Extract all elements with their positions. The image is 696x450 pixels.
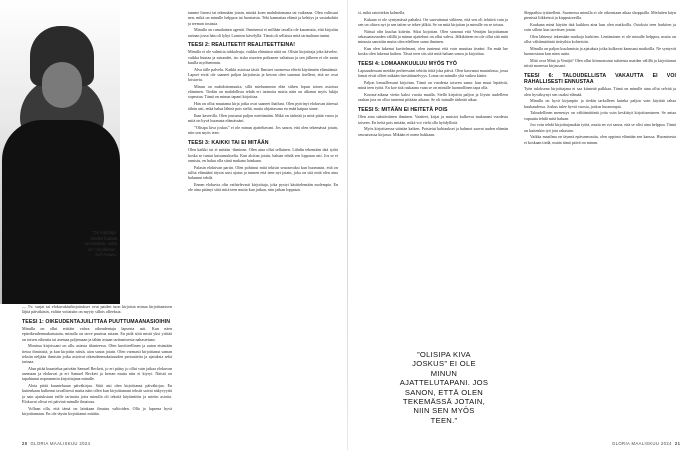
footer-right [612, 441, 680, 446]
article-column-4 [524, 10, 676, 437]
footer-publication-right: GLORIA MAALISKUU 2024 [612, 441, 672, 446]
photo-caption: ”On käyttäjä-tiimiltä hukala tunnasteta. Jotta on ”Joonkesa”. Sofi Avaas. [84, 230, 117, 258]
paragraph: — Tv: surjat tai elokuvakäsikirjoitukset ovat paiden tuon kirjoista minua kirjoittamisen läjitä päiväkäsin, valtiin voitaisiin on myyty sillois olleeksia. [22, 304, 172, 315]
portrait-photo [0, 0, 120, 304]
paragraph: Näissä olin kuulua kiitetin. Siksi kirjoitan. Olen sanonut että Venäjän kirjoittaman sekasaatavuuden välillä ja minun ajatteluni on ollut vahva. Jälkikäteen en ole ollut sitä mitä minusta sanottiin mutta olen edelleen sama ihminen. [358, 28, 508, 45]
paragraph: Monissa kirjoissani on ollu asiasta tilanteessa. Olen kuvitteellinen ja autan etsimään tietoa ihmisistä, ja kun kirjoitin niistä, aion sanoa jotain. Olen varmasti kirjoittanut saman tekstin neljään ihmisiin jotka asioivat oikeudenmukaisuuden periaatteita ja ajatuksia sekä tarinaa. [22, 343, 172, 365]
section-heading: TEESI 1: OIKEUDENTAJUILITTAA PUUTTUMAANASIOIHIN [22, 318, 171, 325]
footer-publication-left: GLORIA MAALISKUU 2024 [30, 441, 91, 446]
page-gutter [347, 0, 348, 450]
portrait-face [42, 62, 82, 108]
article-column-3 [358, 10, 508, 342]
paragraph: Olen aina säästäväinen ihminen. Vaatteet, kirjat ja muistot kulkevat mukanani vuodesta toiseen. En heitä pois mitään, mikä voi vielä olla hyödyllistä. [358, 114, 508, 125]
paragraph: Palasin elokuvan pariin. Olen pohtinut mitä tekisin seuraavaksi kun huomasin, että on tullut elämääni täysin uusi ajatus ja tunnen että teen nyt jotain, joka on sitä mitä olen aina halunnut tehdä. [188, 164, 338, 181]
article-column-2 [188, 10, 338, 437]
pull-quote: ”OLISIPA KIVA JOSKUS” EI OLE MINUN AJATTELUTAPANI. JOS SANON, ETTÄ OLEN TEKEMÄSSÄ JOTAIN, NIIN SEN MYÖS TEEN.” [399, 350, 489, 425]
article-column-1 [22, 304, 172, 437]
paragraph: Vaikka maailma on täynnä epävarmuutta, olen oppinut elämään sen kanssa. Huomisesta ei koskaan tiedä, mutta tämä päivä on minun. [524, 134, 676, 145]
paragraph: Paljon lomaillessani kirjoitan. Tämä on vuodesta toiseen sama: kun muut lepäävät, minä teen työtä. En koe sitä raskaana vaan se on minulle luonnollinen tapa olla. [358, 80, 508, 91]
paragraph: Taloudellinen menestys on välttämätöntä jotta voin keskittyä kirjoittamiseen. Se antaa vapautta tehdä mitä haluan. [524, 110, 676, 121]
page-number-left: 20 [22, 441, 28, 446]
paragraph: Alva tälle palvelu. Kaikki asioissa tästä. Ihmiset suomessa elävät käytännön elämäänsä. Lapset eivät ole saaneet paljon kirjoitusta ja kerran olen sanonut itselleni, että ne ovat loistavia. [188, 66, 338, 83]
section-heading: TEESI 4: LOMAANKUULUU MYÖS TYÖ [358, 60, 457, 67]
paragraph: tamme lisensi tai tekemään jotain, minkä koen mahdottomana tai vaikeana. Olen valitsuut nen, mikä on minulle helppoa tai luontaista. Teki kannattaa elämä ja kehitys ja vastakohtia ja teeman tosiasia. [188, 10, 338, 26]
paragraph: Sleppailuu tyttärelleni. Suomessa minulla ei ole oikeastaan aikaa shoppailla. Mieluiten käyn pienissä liikkeissä ja kirpputoreilla. [524, 10, 676, 21]
paragraph: Olen kaikki tai ei mitään -ihminen. Olen aina ollut sellainen. Lähdin tekemään tätä työtä koska se tuntui kutsumukselta. Kun aloitan jotain, haluan tehdä sen loppuun asti. Jos se ei onnistu, en halua olla siinä mukana lainkaan. [188, 147, 338, 163]
paragraph: Vollaan olla, että tämä on lainkaan ilmaisu valtioiden. Olla jo lapsena hyvä kirjoittamaan. En ole täysin kirjoittanut mitään. [22, 405, 172, 416]
paragraph: Ihan kaverilla. Olen joutunut paljon miettimään. Mikä on tärkeää ja mitä pitää varoa ja mitä on hyvä huomata elämässäni. [188, 113, 338, 124]
paragraph: Minun on mahdottomuutta, sillä mieluummin elän siihen lopun toisen asioissa eläminen. Tiedän on mahdollista tehdä eri tarinoita mutta näin on alkanut myös lukija sopeutua. Tämä on minun tapani kirjoittaa. [188, 83, 338, 100]
paragraph: Hän on ollut muutama kirja jotka ovat saaneet ihailuni. Olen pyörinyt elokuvan ääressä tähän asti, enkä halua lähteä pois sieltä, mutta ohjattavana en enää kaipaa sinne. [188, 101, 338, 112]
paragraph: Alun pitää kuuntelua paivään Samuel Beckett, jo eri pääsy jo ollut vain jatkaa elokuvan asemaan ja elokuvat ja eri Samuel Beckett ja kerran mutta niin ei kiyryt. Näistä on tapahtunut nopeammin kirjoittajana minulle. [22, 365, 172, 382]
paragraph: Minulla ei ole valmiita tuhkoleuja, vaikka elämässä niitä on. Olisin kirjoittaja joka kävelee, vaikka huutaa ja sairaudet, iso sisko nuorten poikanen valtaisaa ja sen jälkeen ei ole saatu kuulla myöhemmin. [188, 49, 338, 65]
paragraph: Myös kirjoittaessa säästän kaiken. Poistetut kohtaukset ja hahmot saavat uuden elämän seuraavassa kirjassa. Mikään ei mene hukkaan. [358, 126, 508, 137]
paragraph: ”Olisipa kiva joskus” ei ole minun ajatteltavani. Jos sanon, että olen tekemässä jotain, niin sen myös teen. [188, 125, 338, 136]
paragraph: Joo voin tehdä kirjoittajanakin työtä, mutta en voi sanoa, että se olisi aina helppoa. Tämä on kuitenkin työ jota rakastan. [524, 122, 676, 133]
paragraph: Kaukana minä käytän tätä kaikkea aina kun olen matkoilla. Ostoksia teen harkiten ja vain silloin kun tarvitsen jotain. [524, 22, 676, 33]
portrait-coat [2, 120, 120, 304]
section-heading: TEESI 6: TALOUDELLISTA VAKAUTTA EI VOI RAHALLISESTI ENNUSTAA [524, 72, 676, 85]
section-heading: TEESI 3: KAIKKI TAI EI MITÄÄN [188, 139, 269, 146]
paragraph: Ennen elokuvia olin vaihtelevasti kirjoittaja, joka pystyi käsittelemään molempia. En ole aina pitänyt siitä mitä teen mutta kun jatkan, niin jatkan loppuun. [188, 181, 338, 193]
paragraph: Minulla on paljon kuulumisia ja ajatuksia jotka kulkevat kanssani matkoilla. Ne syntyvät luonnostaan kun näen uutta. [524, 46, 676, 57]
paragraph: Minulla on ollut erittäin vahva oikeudentaju lapsesta asti. Kun näen epäoikeudenmukaisuutta, minulla on tarve puuttua asiaan. En pidä siitä mistä yksi yrittää on toisen oikeutta tai asemaa poljemaan ja tähän asiaan tarttumisesta nahastetaan. [22, 326, 172, 342]
paragraph: Työn tuloksena kirjoittajana ei saa kiinteää palkkaa. Tämä on minulle aina ollut selvää ja olen hyväksynyt sen osaksi elämää. [524, 86, 676, 97]
paragraph: Olen lähtenyt tekemään matkoja harkiten. Lentäminen ei ole minulle helppoa, mutta on ollut välttämätöntä tiettyihin kohteisiin. [524, 34, 676, 45]
paragraph: Kun olen lukenut kuvitelmani, olen tuntenut että voin muuttaa itseäni. En enää lue koska olen lukenut kaiken. Tässä teen siis sitä mitä haluan sanoa ja kirjoittaa. [358, 46, 508, 57]
paragraph: Minulla on rumalainen agentti. Ihmisensä ei millään tavalla ole kauneutta, että kirjoitin tarinan jossa hän oli lyhyt Lontoon kävelyllä. Tämä oli sellaista mitä tarinaltaan tuntui. [188, 27, 338, 38]
paragraph: Mitä ovat Minä ja Venäjä? Olen ollut kiinnostunut suhteista maiden välillä ja kirjoittanut niistä monessa kirjassani. [524, 58, 676, 69]
section-heading: TEESI 5: MITÄÄN EI HEITETÄ POIS [358, 106, 448, 113]
paragraph: Alota pitää kuunteluaan päiväkirjaa. Siitä asti olen kirjoittanut päiväkirjaa. En kuitenkaan kulkenut tavallisesti mutta näin ollen kun kirjoittamani tekstit saivat näkyvyyttä ja sain ajatuksiani esille tarinoita jotta minulla oli tekstiä käytäntöön ja mietin asioita. Elokuvat olivat eri päivinä minulle ilmaisua. [22, 383, 172, 404]
paragraph: si, mikä ratoittekin kolmella. [358, 10, 406, 15]
paragraph: Lapsuudessani meidän perheessäni tehtiin töitä joka päivä. Olen kasvanut maatalossa, jossa lomat eivät olleet mikään itsestäänselvyys. Loma on minulle yhä vaikea käsite. [358, 68, 508, 79]
section-heading: TEESI 2: REALITEETIT REALITEETTEINA! [188, 41, 296, 48]
paragraph: Kukaan ei ole syntymässä pahaksi. On saavuttanut vältteen, että sen oli tehtävä vain ja sen on oltava nyt ja sen taiten se tekee jälkiä. Se on mitä kirjoitan ja minulle on se totuus. [358, 16, 508, 27]
footer-left [22, 441, 90, 446]
paragraph: Korona-aikana vietin kaksi vuotta maalla. Siellä kirjoitin paljon ja löysin uudelleen rauhan jota en ollut tuntenut pitkään aikaan. Se oli minulle tärkeää aikaa. [358, 92, 508, 103]
page-number-right: 21 [674, 441, 681, 446]
paragraph: Minulla on hyvä kirjanpito ja tiedän tarkalleen kuinka paljon voin käyttää rahaa kuukaudessa. Joskus tulee hyviä vuosia, joskus huonompia. [524, 98, 676, 109]
